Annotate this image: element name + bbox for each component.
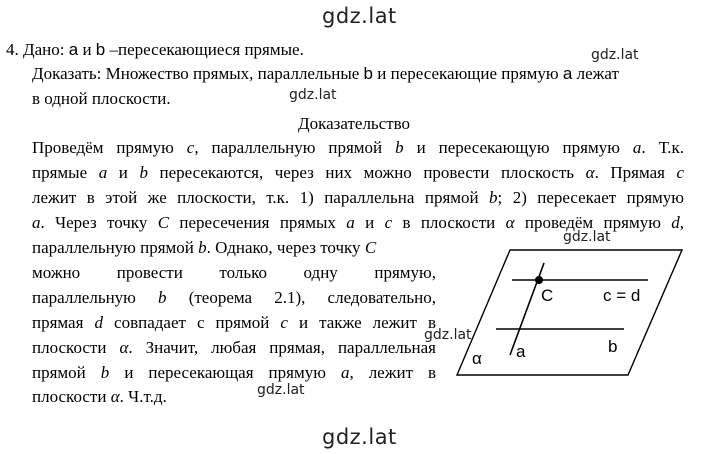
given-b: b [95,40,106,59]
text: пересекаются, через них можно провести плоскость [159,163,575,182]
var-C: C [364,238,377,257]
var-b: b [395,138,404,157]
var-d: d [671,213,680,232]
prove-text: Доказать: Множество прямых, параллельные [32,64,360,83]
task-given [6,40,304,60]
text: плоскости [32,338,107,357]
text: (теорема 2.1), следовательно, [188,288,437,307]
given-a: a [68,40,79,59]
watermark-bottom: gdz.lat [322,425,397,449]
text: . Значит, любая прямая, параллельная [128,338,436,357]
var-c: c [384,213,393,232]
proof-line-11 [32,387,167,407]
var-a: a [98,163,108,182]
text: можно провести только одну прямую, [32,263,436,282]
text: пересечения прямых [179,213,336,232]
var-b: b [489,188,498,207]
given-rest: –пересекающиеся прямые. [109,40,304,59]
plane-alpha [457,250,682,375]
proof-line-4 [32,213,684,233]
text: и пересекающая прямую [124,363,326,382]
var-c: c [676,163,685,182]
watermark-top: gdz.lat [322,4,397,28]
text: и [118,163,128,182]
text: . Т.к. [641,138,685,157]
proof-line-2 [32,163,684,183]
text: . Прямая [594,163,665,182]
task-prove-line2 [32,89,171,109]
proof-line-7 [32,288,436,308]
proof-line-9 [32,338,436,358]
label-C: C [541,286,554,305]
var-alpha: α [585,163,595,182]
text: в плоскости [402,213,496,232]
var-b: b [158,288,167,307]
text: , лежит в [349,363,437,382]
given-and: и [82,40,92,59]
prove-a: a [562,64,573,83]
proof-line-10 [32,363,436,383]
label-cd: c = d [603,286,641,305]
text: совпадает с прямой [114,313,270,332]
watermark: gdz.lat [591,47,639,63]
task-number: 4. [6,40,19,59]
plane-diagram [455,245,695,385]
text: . Однако, через точку [206,238,361,257]
text: и [365,213,375,232]
text: параллельную прямой [32,238,194,257]
var-c: c [280,313,288,332]
var-c: c [186,138,195,157]
text: лежит в этой же плоскости, т.к. 1) параллельна прямой [32,188,479,207]
var-a: a [632,138,642,157]
prove-b: b [363,64,374,83]
task-prove-line1 [32,64,619,84]
var-a: a [346,213,355,232]
proof-line-6 [32,263,436,283]
proof-line-3 [32,188,684,208]
watermark: gdz.lat [424,327,472,343]
var-alpha: α [505,213,515,232]
given-label: Дано: [23,40,65,59]
text: . Ч.т.д. [119,387,167,406]
text: и пересекающую прямую [416,138,620,157]
var-b: b [139,163,148,182]
proof-heading: Доказательство [298,114,411,133]
watermark: gdz.lat [563,229,611,245]
var-d: d [94,313,103,332]
text: параллельную [32,288,136,307]
var-alpha: α [110,387,120,406]
watermark: gdz.lat [289,87,337,103]
text: , [679,213,685,232]
text: прямая [32,313,84,332]
prove-text: в одной плоскости. [32,89,171,108]
var-b: b [198,238,207,257]
var-a: a [32,213,41,232]
text: Проведём прямую [32,138,174,157]
var-b: b [100,363,110,382]
var-a: a [340,363,350,382]
text: и также лежит в [298,313,437,332]
prove-text: лежат [576,64,619,83]
var-alpha: α [119,338,129,357]
proof-line-1 [32,138,684,158]
prove-text: и пересекающие прямую [377,64,559,83]
label-a: a [516,342,526,361]
text: прямой [32,363,86,382]
text: . Через точку [40,213,148,232]
text: плоскости [32,387,107,406]
text: , параллельную прямой [194,138,383,157]
label-b: b [608,337,618,356]
point-C [535,276,543,284]
var-C: C [157,213,170,232]
text: проведём прямую [524,213,661,232]
watermark: gdz.lat [257,382,305,398]
proof-line-5 [32,238,376,258]
proof-line-8 [32,313,436,333]
label-alpha: α [472,349,482,368]
text: прямые [32,163,88,182]
text: ; 2) пересекает прямую [497,188,684,207]
